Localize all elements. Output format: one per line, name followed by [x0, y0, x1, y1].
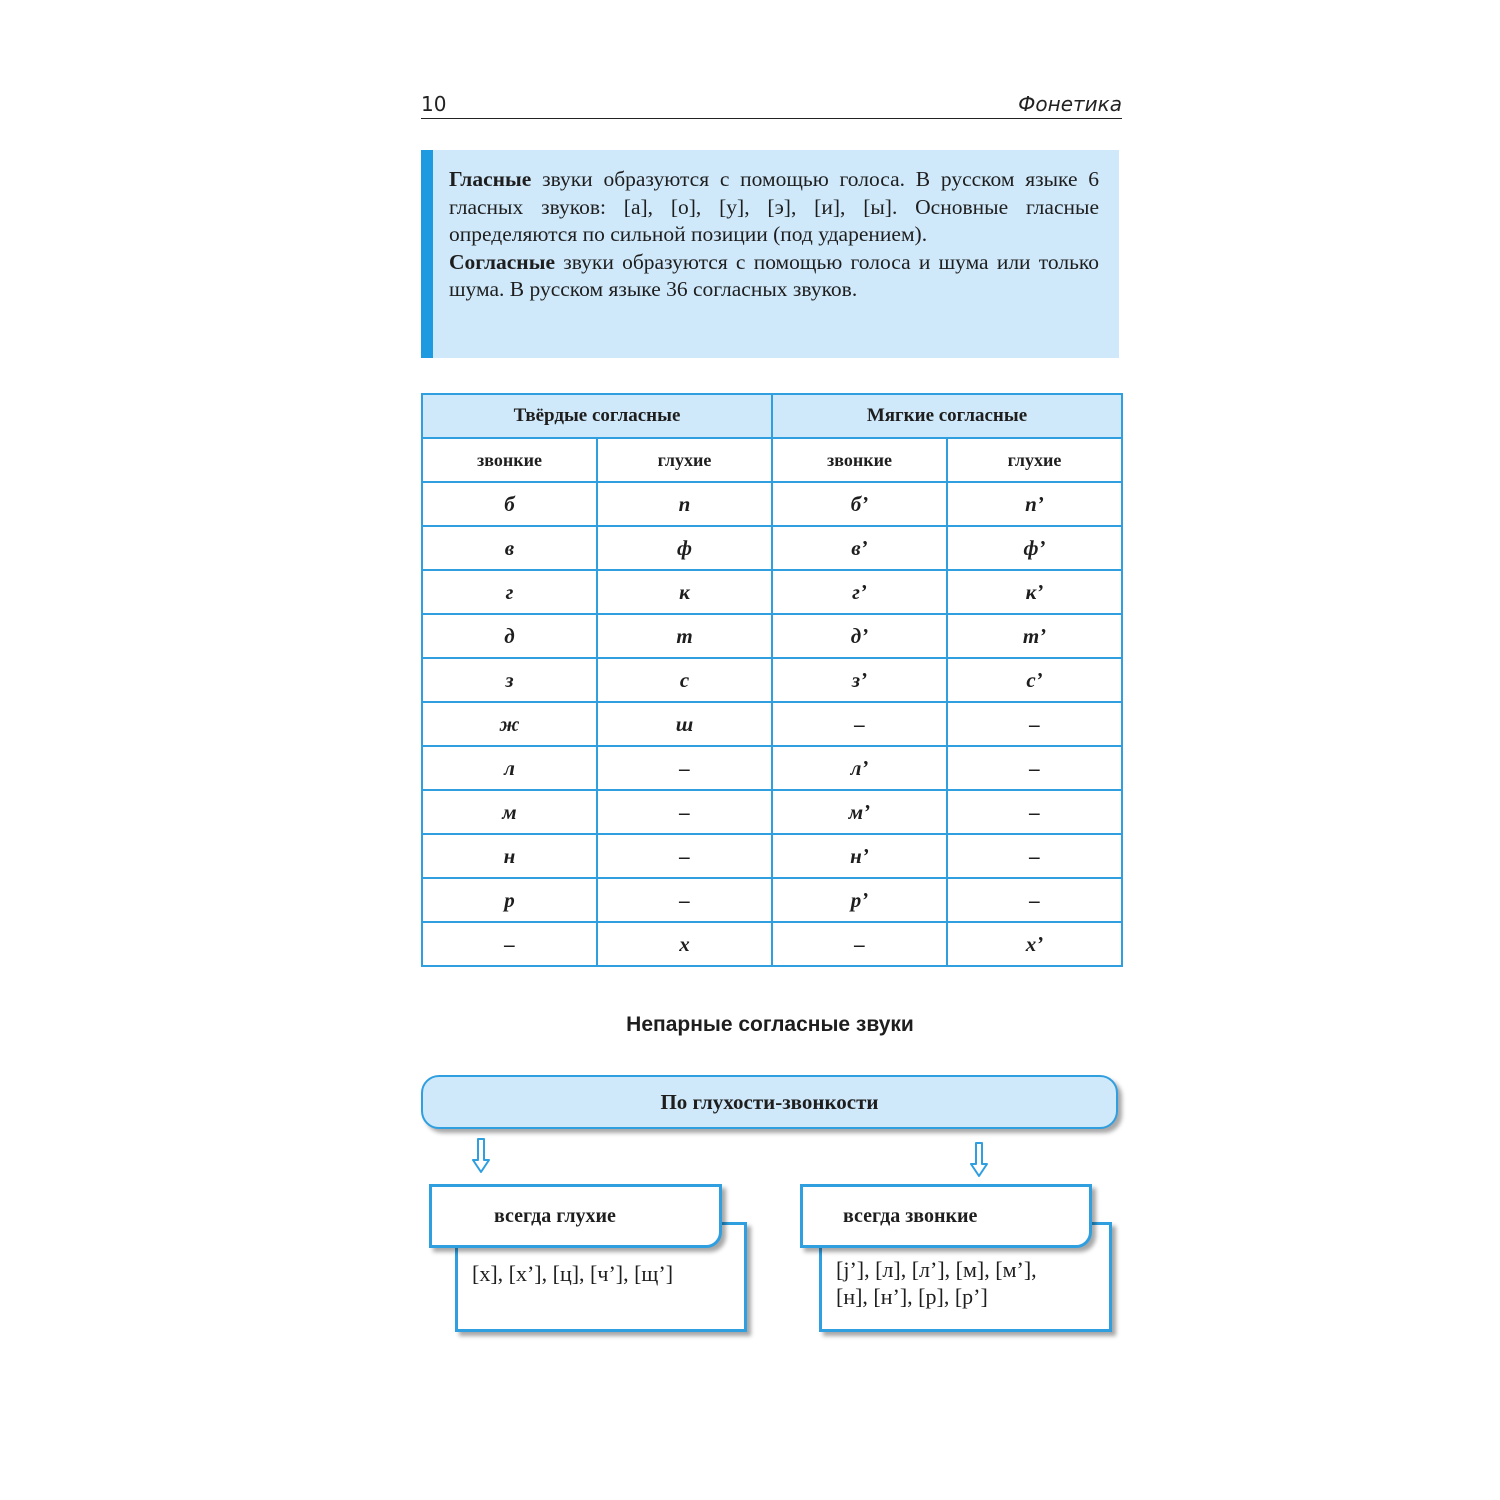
table-cell: – [947, 746, 1122, 790]
table-cell: б’ [772, 482, 947, 526]
table-row [422, 614, 1122, 658]
table-cell: – [947, 702, 1122, 746]
table-cell: в’ [772, 526, 947, 570]
table-cell: з’ [772, 658, 947, 702]
definition-text [449, 166, 1099, 304]
table-cell: б [422, 482, 597, 526]
table-subheader-row [422, 438, 1122, 482]
vowels-text: звуки образуются с помощью голоса. В русском языке 6 гласных звуков: [а], [о], [у], [э], [и], [ы]. Основные гласные определяются по сильной позиции (под ударением). [449, 167, 1099, 246]
voiced-sounds-line-2: [н], [н’], [р], [р’] [836, 1284, 988, 1309]
table-cell: л [422, 746, 597, 790]
table-cell: – [597, 746, 772, 790]
table-cell: р [422, 878, 597, 922]
table-cell: – [772, 702, 947, 746]
table-row [422, 922, 1122, 966]
group-header-soft: Мягкие согласные [772, 394, 1122, 438]
table-cell: ж [422, 702, 597, 746]
subheader-soft-voiced: звонкие [772, 438, 947, 482]
table-cell: – [597, 878, 772, 922]
consonants-term: Согласные [449, 249, 556, 274]
voiced-label-tab [800, 1184, 1092, 1248]
definition-box [421, 150, 1119, 358]
table-cell: з [422, 658, 597, 702]
table-cell: ф’ [947, 526, 1122, 570]
arrow-down-icon [970, 1142, 988, 1178]
table-cell: – [947, 790, 1122, 834]
table-cell: к [597, 570, 772, 614]
table-cell: д’ [772, 614, 947, 658]
vowels-term: Гласные [449, 167, 532, 191]
table-row [422, 878, 1122, 922]
table-cell: – [772, 922, 947, 966]
arrow-down-icon [472, 1138, 490, 1174]
voiceless-label-tab [429, 1184, 722, 1248]
subheader-hard-voiced: звонкие [422, 438, 597, 482]
table-cell: к’ [947, 570, 1122, 614]
table-row [422, 482, 1122, 526]
table-cell: д [422, 614, 597, 658]
group-header-hard: Твёрдые согласные [422, 394, 772, 438]
page-number: 10 [421, 92, 447, 116]
voiced-sounds-line-1: [j’], [л], [л’], [м], [м’], [836, 1257, 1037, 1282]
section-title: Непарные согласные звуки [626, 1013, 914, 1036]
table-row [422, 702, 1122, 746]
table-cell: ф [597, 526, 772, 570]
table-cell: н [422, 834, 597, 878]
category-box [421, 1075, 1118, 1129]
table-cell: п [597, 482, 772, 526]
table-cell: т’ [947, 614, 1122, 658]
definition-accent-bar [421, 150, 433, 358]
table-cell: г [422, 570, 597, 614]
table-row [422, 570, 1122, 614]
table-cell: ш [597, 702, 772, 746]
table-cell: н’ [772, 834, 947, 878]
table-group-row [422, 394, 1122, 438]
chapter-title: Фонетика [1018, 92, 1122, 116]
table-row [422, 746, 1122, 790]
vowels-definition [449, 166, 1099, 249]
voiceless-sounds: [х], [х’], [ц], [ч’], [щ’] [472, 1261, 674, 1286]
table-cell: м [422, 790, 597, 834]
subheader-hard-voiceless: глухие [597, 438, 772, 482]
table-cell: л’ [772, 746, 947, 790]
header-rule [421, 118, 1122, 119]
table-cell: х [597, 922, 772, 966]
table-cell: – [947, 878, 1122, 922]
consonants-definition [449, 249, 1099, 304]
table-cell: т [597, 614, 772, 658]
table-cell: м’ [772, 790, 947, 834]
voiceless-label: всегда глухие [494, 1204, 616, 1227]
consonants-text: звуки образуются с помощью голоса и шума или только шума. В русском языке 36 согласных звуков. [449, 249, 1099, 301]
table-row [422, 526, 1122, 570]
table-cell: р’ [772, 878, 947, 922]
table-cell: с’ [947, 658, 1122, 702]
table-cell: – [597, 834, 772, 878]
table-row [422, 834, 1122, 878]
subheader-soft-voiceless: глухие [947, 438, 1122, 482]
table-cell: – [422, 922, 597, 966]
table-row [422, 790, 1122, 834]
table-cell: г’ [772, 570, 947, 614]
table-cell: – [947, 834, 1122, 878]
table-cell: п’ [947, 482, 1122, 526]
table-cell: х’ [947, 922, 1122, 966]
table-cell: – [597, 790, 772, 834]
table-cell: с [597, 658, 772, 702]
table-row [422, 658, 1122, 702]
table-cell: в [422, 526, 597, 570]
consonants-table [421, 393, 1123, 967]
voiced-label: всегда звонкие [843, 1204, 978, 1227]
voiced-sounds [836, 1256, 1037, 1310]
category-label: По глухости-звонкости [660, 1089, 879, 1114]
